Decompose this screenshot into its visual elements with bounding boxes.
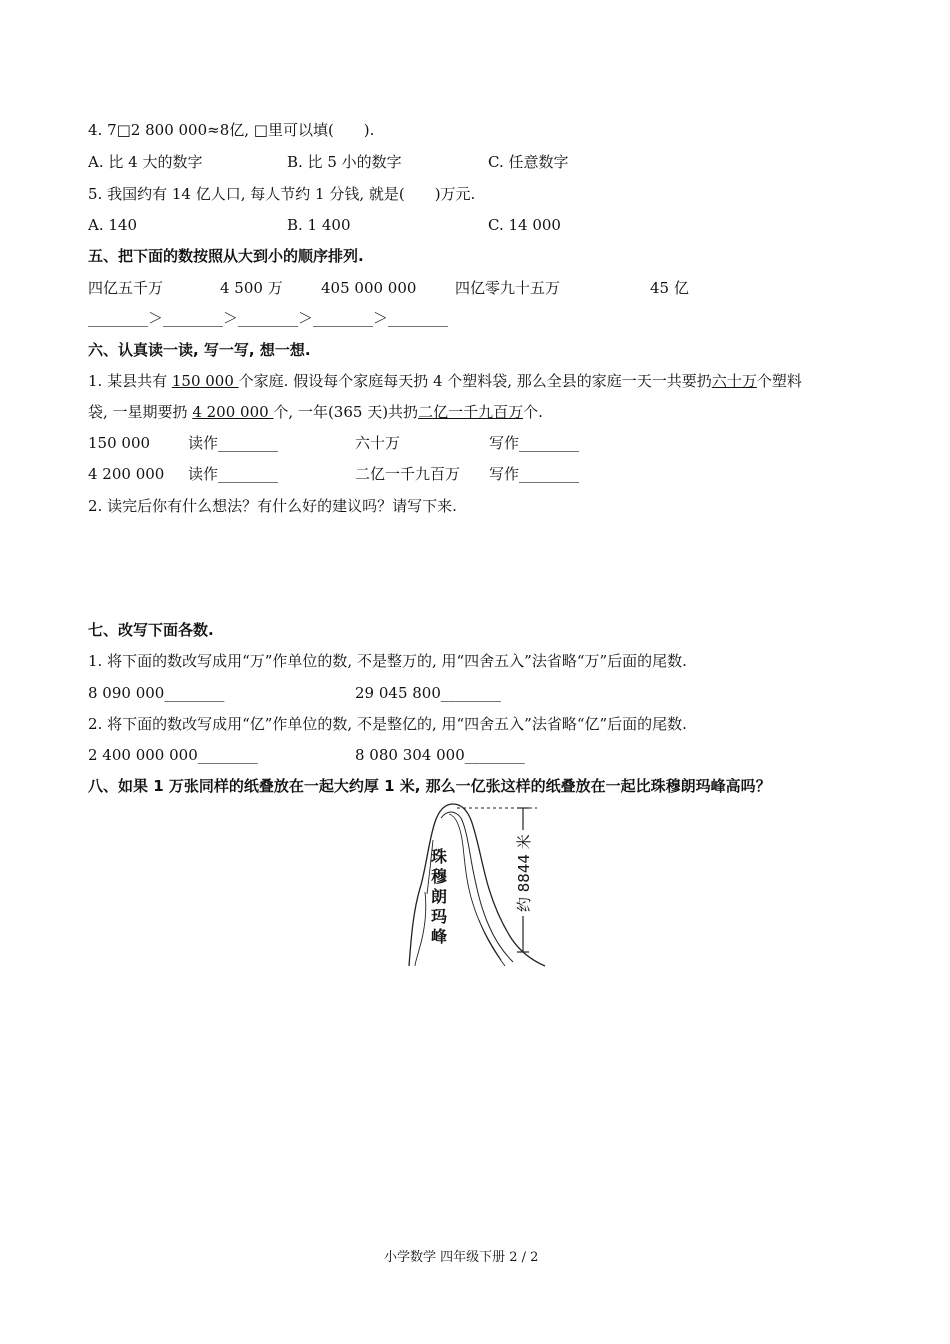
section6-paragraph-line2 <box>88 402 543 422</box>
q5-option-a: A. 140 <box>88 216 137 234</box>
p1-number-daily: 六十万 <box>711 372 757 390</box>
section5-number-1: 四亿五千万 <box>88 279 164 297</box>
section7-q2: 2. 将下面的数改写成用“亿”作单位的数, 不是整亿的, 用“四舍五入”法省略“亿”后面的尾数. <box>88 715 687 733</box>
p2-text-b: 个, 一年(365 天)共扔 <box>273 403 419 421</box>
q4-option-c: C. 任意数字 <box>488 153 569 171</box>
row2-read-blank: 读作________ <box>188 465 279 483</box>
p2-number-yearly: 二亿一千九百万 <box>418 403 524 421</box>
section5-number-3: 405 000 000 <box>321 279 417 297</box>
everest-figure <box>405 800 550 972</box>
section7-q2-item-1: 2 400 000 000________ <box>88 746 258 764</box>
q5-option-b: B. 1 400 <box>287 216 351 234</box>
row2-number: 4 200 000 <box>88 465 165 483</box>
mountain-char-1: 珠 <box>431 847 448 866</box>
mountain-char-5: 峰 <box>431 927 448 946</box>
section6-q2: 2. 读完后你有什么想法？有什么好的建议吗？请写下来. <box>88 497 457 515</box>
section7-q1-item-1: 8 090 000________ <box>88 684 225 702</box>
row1-chinese: 六十万 <box>355 434 401 452</box>
section7-q1-item-2: 29 045 800________ <box>355 684 501 702</box>
q4-option-b: B. 比 5 小的数字 <box>287 153 402 171</box>
q4-stem: 4. 7□2 800 000≈8亿, □里可以填( ). <box>88 121 375 139</box>
section5-number-5: 45 亿 <box>650 279 689 297</box>
section7-q2-item-2: 8 080 304 000________ <box>355 746 525 764</box>
row1-number: 150 000 <box>88 434 151 452</box>
q5-option-c: C. 14 000 <box>488 216 561 234</box>
row2-chinese: 二亿一千九百万 <box>355 465 461 483</box>
mountain-char-3: 朗 <box>431 887 448 906</box>
row2-write-blank: 写作________ <box>489 465 580 483</box>
p1-text-a: 1. 某县共有 <box>88 372 172 390</box>
section5-order-line: ________＞________＞________＞________＞________ <box>88 309 449 327</box>
section5-number-2: 4 500 万 <box>220 279 283 297</box>
mountain-char-4: 玛 <box>431 907 448 926</box>
p1-text-b: 个家庭. 假设每个家庭每天扔 4 个塑料袋, 那么全县的家庭一天一共要扔 <box>238 372 712 390</box>
page-footer: 小学数学 四年级下册 2 / 2 <box>384 1250 539 1265</box>
row1-read-blank: 读作________ <box>188 434 279 452</box>
p1-text-c: 个塑料 <box>756 372 802 390</box>
section5-title: 五、把下面的数按照从大到小的顺序排列. <box>88 247 364 265</box>
q5-stem: 5. 我国约有 14 亿人口, 每人节约 1 分钱, 就是( )万元. <box>88 185 476 203</box>
section7-title: 七、改写下面各数. <box>88 621 214 639</box>
p2-number-weekly: 4 200 000 <box>192 403 274 421</box>
section7-q1: 1. 将下面的数改写成用“万”作单位的数, 不是整万的, 用“四舍五入”法省略“万”后面的尾数. <box>88 652 687 670</box>
section6-paragraph-line1 <box>88 371 802 391</box>
row1-write-blank: 写作________ <box>489 434 580 452</box>
section8-title: 八、如果 1 万张同样的纸叠放在一起大约厚 1 米, 那么一亿张这样的纸叠放在一起比珠穆朗玛峰高吗？ <box>88 777 771 795</box>
section5-number-4: 四亿零九十五万 <box>455 279 561 297</box>
q4-option-a: A. 比 4 大的数字 <box>88 153 203 171</box>
p2-text-c: 个. <box>523 403 543 421</box>
mountain-char-2: 穆 <box>431 867 448 886</box>
p1-number-households: 150 000 <box>171 372 239 390</box>
section6-title: 六、认真读一读, 写一写, 想一想. <box>88 341 311 359</box>
height-label: 约 8844 米 <box>515 834 533 912</box>
p2-text-a: 袋, 一星期要扔 <box>88 403 193 421</box>
